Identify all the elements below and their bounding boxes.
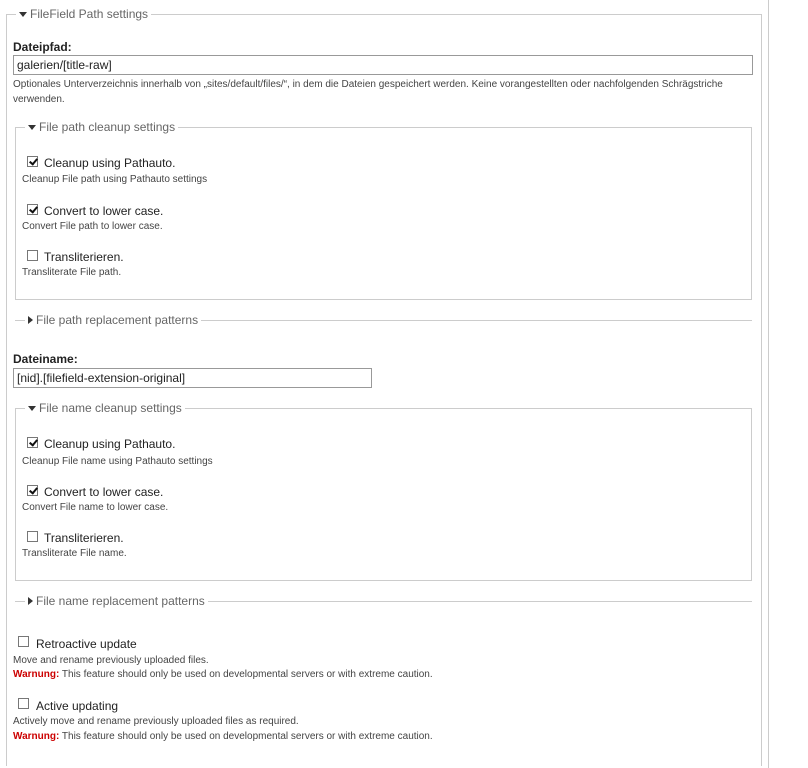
name-transliterate-checkbox[interactable]: [27, 531, 38, 542]
name-lowercase-checkbox[interactable]: [27, 485, 38, 496]
collapse-triangle-icon: [19, 12, 27, 17]
retroactive-update-checkbox[interactable]: [18, 636, 29, 647]
path-pathauto-description: Cleanup File path using Pathauto settings: [22, 174, 208, 185]
active-updating-label[interactable]: Active updating: [36, 699, 119, 713]
name-pathauto-checkbox[interactable]: [27, 437, 38, 448]
expand-triangle-icon: [28, 597, 33, 605]
name-pathauto-description: Cleanup File name using Pathauto settings: [22, 456, 213, 467]
retroactive-update-label[interactable]: Retroactive update: [36, 637, 137, 651]
file-name-cleanup-legend[interactable]: [25, 401, 185, 415]
file-path-description: Optionales Unterverzeichnis innerhalb von „sites/default/files/“, in dem die Dateien gespeichert werden. Keine vorangestellten oder nachfolgenden Schrägstriche verwenden.: [13, 79, 723, 105]
file-path-cleanup-legend[interactable]: [25, 120, 178, 134]
legend-label: File path replacement patterns: [36, 313, 199, 327]
path-pathauto-checkbox[interactable]: [27, 156, 38, 167]
path-transliterate-label[interactable]: Transliterieren.: [44, 250, 124, 264]
file-path-label: Dateipfad:: [13, 40, 72, 54]
name-pathauto-label[interactable]: Cleanup using Pathauto.: [44, 437, 176, 451]
file-path-input[interactable]: [13, 55, 753, 75]
file-name-input[interactable]: [13, 368, 372, 388]
name-transliterate-description: Transliterate File name.: [22, 548, 127, 559]
warning-text: This feature should only be used on developmental servers or with extreme caution.: [59, 731, 433, 742]
warning-text: This feature should only be used on developmental servers or with extreme caution.: [59, 669, 433, 680]
collapse-triangle-icon: [28, 406, 36, 411]
active-updating-warning: [13, 729, 433, 744]
path-transliterate-checkbox[interactable]: [27, 250, 38, 261]
file-name-label: Dateiname:: [13, 352, 78, 366]
active-updating-description: Actively move and rename previously uploaded files as required.: [13, 716, 299, 727]
active-updating-checkbox[interactable]: [18, 698, 29, 709]
path-lowercase-checkbox[interactable]: [27, 204, 38, 215]
path-transliterate-description: Transliterate File path.: [22, 267, 122, 278]
warning-label: Warnung:: [13, 669, 60, 680]
path-lowercase-description: Convert File path to lower case.: [22, 221, 163, 232]
path-lowercase-label[interactable]: Convert to lower case.: [44, 204, 164, 218]
warning-label: Warnung:: [13, 731, 60, 742]
expand-triangle-icon: [28, 316, 33, 324]
file-name-replacement-patterns-legend[interactable]: [25, 594, 208, 608]
page-border: [768, 0, 769, 768]
filefield-path-settings-legend[interactable]: [16, 7, 151, 21]
collapse-triangle-icon: [28, 125, 36, 130]
path-pathauto-label[interactable]: Cleanup using Pathauto.: [44, 156, 176, 170]
legend-label: File name cleanup settings: [39, 401, 182, 415]
retroactive-update-description: Move and rename previously uploaded files.: [13, 655, 209, 666]
name-transliterate-label[interactable]: Transliterieren.: [44, 531, 124, 545]
retroactive-update-warning: [13, 667, 433, 682]
legend-label: FileField Path settings: [30, 7, 149, 21]
legend-label: File path cleanup settings: [39, 120, 176, 134]
legend-label: File name replacement patterns: [36, 594, 205, 608]
file-path-replacement-patterns-legend[interactable]: [25, 313, 201, 327]
name-lowercase-description: Convert File name to lower case.: [22, 502, 169, 513]
name-lowercase-label[interactable]: Convert to lower case.: [44, 485, 164, 499]
